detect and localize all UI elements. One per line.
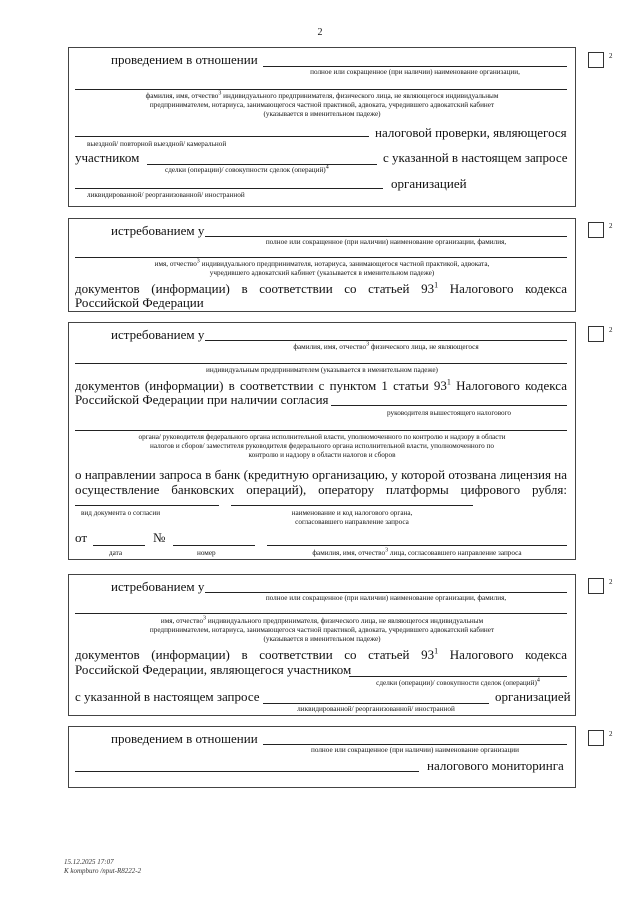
caption-date: дата — [109, 549, 123, 557]
text-russian-federation: Российской Федерации — [75, 295, 204, 310]
caption-authority-a: органа/ руководителя федерального органа исполнительной власти, уполномоченного по контролю и надзору в области — [138, 433, 506, 441]
section-tax-monitoring — [68, 726, 576, 788]
text-article: документов (информации) в соответствии с пунктом 1 статьи $93^1$ Налогового кодекса — [75, 377, 567, 393]
section4-lead: истребованием у — [111, 579, 205, 594]
head-line[interactable] — [331, 405, 567, 406]
org-type-line[interactable] — [75, 188, 383, 189]
text-organization: организацией — [495, 689, 571, 704]
deals-line[interactable] — [349, 676, 567, 677]
caption-individual: индивидуальным предпринимателем (указывается в именительном падеже) — [206, 366, 438, 374]
caption-notary: предпринимателем, нотариуса, занимающегося частной практикой, адвоката, учредившего адвокатский кабинет — [149, 626, 495, 634]
tax-code-line[interactable] — [231, 505, 473, 506]
section-check-participant — [68, 47, 576, 207]
date-field[interactable] — [93, 545, 145, 546]
check-type-line[interactable] — [75, 136, 369, 137]
section5-lead: проведением в отношении — [111, 731, 258, 746]
section-demand-participant — [68, 574, 576, 716]
caption-org-name: полное или сокращенное (при наличии) наименование организации, — [310, 68, 520, 76]
fio-line[interactable] — [75, 89, 567, 90]
text-consent: Российской Федерации при наличии согласия — [75, 392, 329, 407]
text-participant: участником — [75, 150, 140, 165]
text-bank: о направлении запроса в банк (кредитную организацию, у которой отозвана лицензия на — [75, 467, 567, 482]
footer-date: 15.12.2025 17:07 — [64, 858, 114, 866]
caption-org-type: ликвидированной/ реорганизованной/ иностранной — [87, 191, 245, 199]
caption-org-name: полное или сокращенное (при наличии) наименование организации, фамилия, — [265, 238, 507, 246]
caption-authority-b: налогов и сборов/ заместителя руководителя федерального органа исполнительной власти, уполномоченного по — [150, 442, 494, 450]
text-digital-ruble: осуществление банковских операций), оператору платформы цифрового рубля: — [75, 482, 567, 497]
caption-case: (указывается в именительном падеже) — [263, 110, 381, 118]
footer-ref: К kompburo /nput-R8222-2 — [64, 867, 142, 875]
caption-tax-code-1: наименование и код налогового органа, — [291, 509, 413, 517]
checkbox-number: 2 — [609, 222, 613, 230]
caption-authority-c: контролю и надзору в области налогов и сборов — [248, 451, 396, 459]
org-name-line[interactable] — [205, 592, 567, 593]
text-tax-monitoring: налогового мониторинга — [427, 758, 564, 773]
caption-fio: имя, отчество$^3$ индивидуального предпринимателя, физического лица, не являющегося индивидуальным — [160, 615, 484, 625]
fio-line[interactable] — [205, 340, 567, 341]
head-line-2[interactable] — [75, 430, 567, 431]
caption-head: руководителя вышестоящего налогового — [386, 409, 512, 417]
checkbox-number: 2 — [609, 578, 613, 586]
number-field[interactable] — [173, 545, 255, 546]
org-name-line[interactable] — [205, 236, 567, 237]
deals-line[interactable] — [147, 164, 377, 165]
text-article: документов (информации) в соответствии со статьей $93^1$ Налогового кодекса — [75, 646, 567, 662]
checkbox-number: 2 — [609, 730, 613, 738]
caption-notary: предпринимателем, нотариуса, занимающегося частной практикой, адвоката, учредившего адвокатский кабинет — [149, 101, 495, 109]
caption-notary: учредившего адвокатский кабинет (указывается в именительном падеже) — [209, 269, 435, 277]
org-type-line[interactable] — [263, 703, 489, 704]
text-from: от — [75, 530, 88, 545]
caption-org-name: полное или сокращенное (при наличии) наименование организации, фамилия, — [265, 594, 507, 602]
text-article: документов (информации) в соответствии со статьей $93^1$ Налогового кодекса — [75, 280, 567, 296]
caption-fio: имя, отчество$^3$ индивидуального предпринимателя, нотариуса, занимающегося частной практикой, адвоката, — [154, 258, 490, 268]
checkbox-number: 2 — [609, 52, 613, 60]
section4-checkbox[interactable] — [588, 578, 604, 594]
fio-line[interactable] — [75, 257, 567, 258]
caption-case: (указывается в именительном падеже) — [263, 635, 381, 643]
text-request: с указанной в настоящем запросе — [383, 150, 568, 165]
org-name-line[interactable] — [263, 744, 567, 745]
caption-deals: сделки (операции)/ совокупности сделок (операций)$^4$ — [165, 164, 329, 174]
section2-lead: истребованием у — [111, 223, 205, 238]
page-number: 2 — [317, 27, 323, 38]
caption-doc-type: вид документа о согласии — [81, 509, 161, 517]
section-demand-person-bank — [68, 322, 576, 560]
caption-org-name: полное или сокращенное (при наличии) наименование организации — [311, 746, 519, 754]
org-name-line-2[interactable] — [75, 771, 419, 772]
section3-lead: истребованием у — [111, 327, 205, 342]
org-name-line[interactable] — [263, 66, 567, 67]
section5-checkbox[interactable] — [588, 730, 604, 746]
text-tax-check: налоговой проверки, являющегося — [375, 125, 567, 140]
text-organization: организацией — [391, 176, 467, 191]
approver-fio-field[interactable] — [267, 545, 567, 546]
fio-line[interactable] — [75, 613, 567, 614]
section3-checkbox[interactable] — [588, 326, 604, 342]
footer-stamp — [64, 858, 141, 876]
section-demand-org — [68, 218, 576, 312]
text-number-sign: № — [153, 530, 166, 545]
caption-fio: фамилия, имя, отчество$^3$ физического лица, не являющегося — [293, 341, 479, 351]
caption-number: номер — [197, 549, 216, 557]
text-request: с указанной в настоящем запросе — [75, 689, 260, 704]
section1-lead: проведением в отношении — [111, 52, 258, 67]
caption-approver-fio: фамилия, имя, отчество$^3$ лица, согласовавшего направление запроса — [312, 547, 522, 557]
section2-checkbox[interactable] — [588, 222, 604, 238]
checkbox-number: 2 — [609, 326, 613, 334]
caption-tax-code-2: согласовавшего направление запроса — [295, 518, 409, 526]
section1-checkbox[interactable] — [588, 52, 604, 68]
fio-line-2[interactable] — [75, 363, 567, 364]
caption-fio: фамилия, имя, отчество$^3$ индивидуального предпринимателя, физического лица, не являющегося индивидуальным — [145, 90, 499, 100]
text-participant: Российской Федерации, являющегося участником — [75, 662, 352, 677]
caption-check-type: выездной/ повторной выездной/ камеральной — [87, 140, 227, 148]
caption-deals: сделки (операции)/ совокупности сделок (операций)$^4$ — [376, 677, 540, 687]
caption-org-type: ликвидированной/ реорганизованной/ иностранной — [297, 705, 455, 713]
consent-doc-line[interactable] — [75, 505, 219, 506]
